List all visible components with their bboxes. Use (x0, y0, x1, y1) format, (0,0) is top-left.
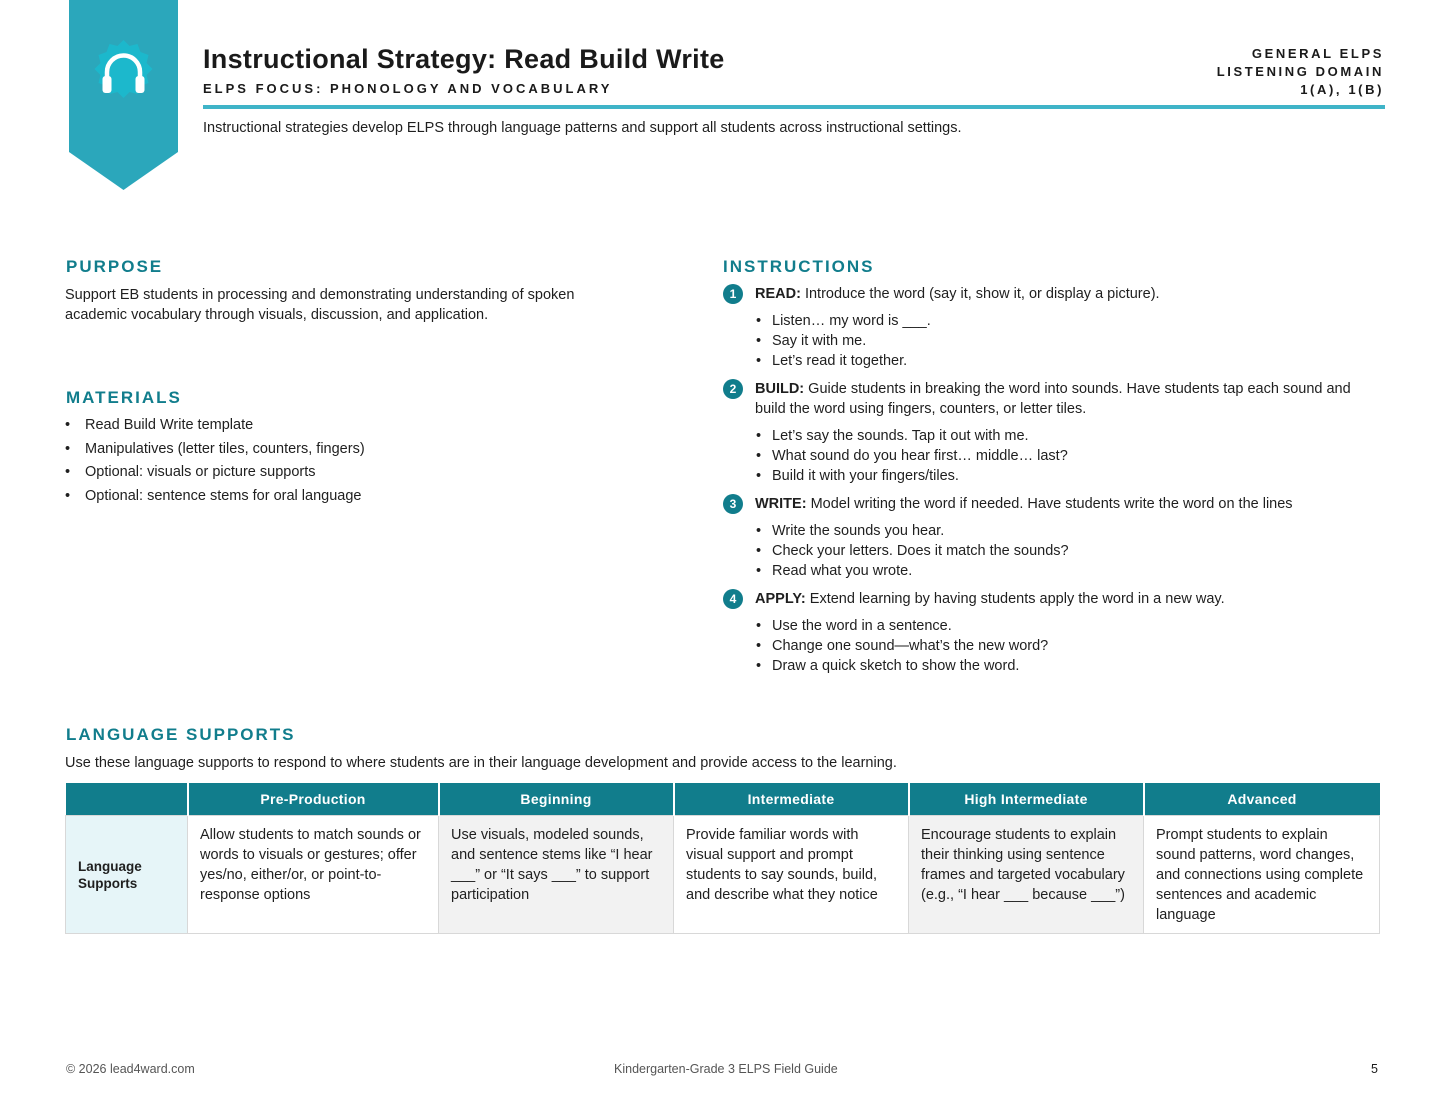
instruction-step (723, 379, 1363, 486)
row-label: Language Supports (66, 816, 188, 934)
purpose-heading: PURPOSE (66, 257, 164, 276)
list-item: • Manipulatives (letter tiles, counters, fingers) (65, 438, 365, 462)
step-number: 2 (723, 379, 743, 399)
supports-intro: Use these language supports to respond to where students are in their language development and provide access to the learning. (65, 755, 897, 771)
purpose-line: Support EB students in processing and demonstrating understanding of spoken (65, 287, 575, 303)
domain-label (1217, 45, 1384, 99)
step-text: Introduce the word (say it, show it, or display a picture). (800, 286, 1160, 302)
domain-line: LISTENING DOMAIN (1216, 64, 1384, 79)
column-header: Pre-Production (188, 783, 439, 816)
instruction-step (723, 494, 1363, 581)
table-header-row (66, 783, 1380, 816)
step-label: WRITE: (755, 496, 807, 512)
intro-text: Instructional strategies develop ELPS through language patterns and support all students across instructional settings. (203, 120, 962, 136)
list-item: • Optional: visuals or picture supports (65, 461, 365, 485)
step-text: Guide students in breaking the word into sounds. Have students tap each sound and build the word using fingers, counters, or letter tiles. (755, 381, 1351, 417)
list-item: • Let’s read it together. (755, 351, 1363, 371)
step-label: APPLY: (755, 591, 806, 607)
materials-heading: MATERIALS (66, 388, 182, 407)
column-header (66, 783, 188, 816)
page-number: 5 (1371, 1062, 1378, 1076)
step-text: Extend learning by having students apply the word in a new way. (805, 591, 1225, 607)
step-text: Model writing the word if needed. Have students write the word on the lines (806, 496, 1293, 512)
step-number: 4 (723, 589, 743, 609)
page-subtitle: ELPS FOCUS: PHONOLOGY AND VOCABULARY (203, 81, 613, 96)
column-header: Advanced (1144, 783, 1380, 816)
list-item: • What sound do you hear first… middle… last? (755, 446, 1363, 466)
list-item: • Let’s say the sounds. Tap it out with me. (755, 426, 1363, 446)
list-item: • Draw a quick sketch to show the word. (755, 656, 1363, 676)
instruction-step (723, 284, 1363, 371)
table-cell: Encourage students to explain their thinking using sentence frames and targeted vocabulary (e.g., “I hear ___ because ___”) (909, 816, 1144, 934)
instruction-step (723, 589, 1363, 676)
page-title: Instructional Strategy: Read Build Write (203, 44, 725, 74)
list-item: • Listen… my word is ___. (755, 311, 1363, 331)
column-header: High Intermediate (909, 783, 1144, 816)
list-item: • Read Build Write template (65, 414, 365, 438)
supports-heading: LANGUAGE SUPPORTS (66, 725, 296, 744)
list-item: • Write the sounds you hear. (755, 521, 1363, 541)
list-item: • Use the word in a sentence. (755, 616, 1363, 636)
instructions-heading: INSTRUCTIONS (723, 257, 875, 276)
table-cell: Allow students to match sounds or words to visuals or gestures; offer yes/no, either/or, or point-to-response options (188, 816, 439, 934)
supports-table (65, 783, 1380, 934)
step-number: 3 (723, 494, 743, 514)
footer-copyright: © 2026 lead4ward.com (66, 1062, 195, 1076)
header-rule (203, 105, 1385, 109)
purpose-line: academic vocabulary through visuals, discussion, and application. (65, 307, 489, 323)
list-item: • Read what you wrote. (755, 561, 1363, 581)
table-row (66, 816, 1380, 934)
column-header: Intermediate (674, 783, 909, 816)
ribbon-banner (69, 0, 178, 190)
step-label: READ: (755, 286, 801, 302)
step-label: BUILD: (755, 381, 805, 397)
domain-line: 1(A), 1(B) (1300, 82, 1384, 97)
footer-guide-title: Kindergarten-Grade 3 ELPS Field Guide (614, 1062, 838, 1076)
list-item: • Say it with me. (755, 331, 1363, 351)
table-cell: Prompt students to explain sound patterns, word changes, and connections using complete sentences and academic language (1144, 816, 1380, 934)
instructions-list (723, 284, 1363, 676)
list-item: • Check your letters. Does it match the sounds? (755, 541, 1363, 561)
table-cell: Use visuals, modeled sounds, and sentence stems like “I hear ___” or “It says ___” to support participation (439, 816, 674, 934)
domain-line: GENERAL ELPS (1251, 46, 1384, 61)
column-header: Beginning (439, 783, 674, 816)
table-cell: Provide familiar words with visual support and prompt students to say sounds, build, and describe what they notice (674, 816, 909, 934)
list-item: • Build it with your fingers/tiles. (755, 466, 1363, 486)
purpose-text (65, 285, 574, 325)
list-item: • Optional: sentence stems for oral language (65, 485, 365, 509)
step-number: 1 (723, 284, 743, 304)
materials-list (65, 414, 365, 508)
list-item: • Change one sound—what’s the new word? (755, 636, 1363, 656)
